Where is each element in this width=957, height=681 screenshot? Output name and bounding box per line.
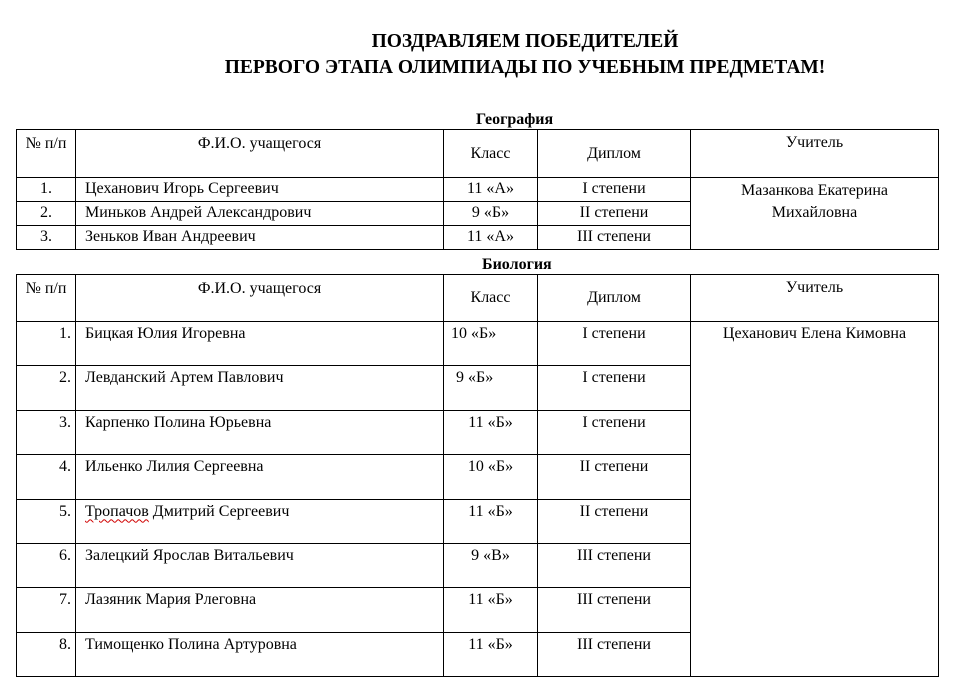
row-name: Тимощенко Полина Артуровна xyxy=(76,632,444,676)
row-diploma: III степени xyxy=(538,543,691,587)
row-num: 4. xyxy=(17,455,76,499)
subject-biology-title: Биология xyxy=(482,256,552,273)
heading-line-1: ПОЗДРАВЛЯЕМ ПОБЕДИТЕЛЕЙ xyxy=(371,31,679,52)
table-header-row xyxy=(17,275,939,322)
header-teacher: Учитель xyxy=(691,130,939,178)
row-class: 11 «Б» xyxy=(444,410,538,454)
row-diploma: III степени xyxy=(538,632,691,676)
row-class: 10 «Б» xyxy=(444,322,538,366)
row-name xyxy=(76,499,444,543)
row-num: 2. xyxy=(17,202,76,226)
header-name: Ф.И.О. учащегося xyxy=(76,130,444,178)
row-diploma: I степени xyxy=(538,178,691,202)
row-name: Карпенко Полина Юрьевна xyxy=(76,410,444,454)
header-diploma: Диплом xyxy=(538,130,691,178)
row-name: Цеханович Игорь Сергеевич xyxy=(76,178,444,202)
row-diploma: I степени xyxy=(538,410,691,454)
row-name: Зеньков Иван Андреевич xyxy=(76,226,444,250)
spellcheck-flagged-word: Тропачов xyxy=(85,502,149,520)
row-teacher: Цеханович Елена Кимовна xyxy=(691,322,939,677)
header-class: Класс xyxy=(444,130,538,178)
row-class: 11 «А» xyxy=(444,226,538,250)
header-num: № п/п xyxy=(17,275,76,322)
header-name: Ф.И.О. учащегося xyxy=(76,275,444,322)
heading-line-2: ПЕРВОГО ЭТАПА ОЛИМПИАДЫ ПО УЧЕБНЫМ ПРЕДМЕТАМ! xyxy=(224,57,826,78)
row-num: 5. xyxy=(17,499,76,543)
row-num: 6. xyxy=(17,543,76,587)
row-class: 11 «А» xyxy=(444,178,538,202)
row-num: 2. xyxy=(17,366,76,410)
row-class: 11 «Б» xyxy=(444,632,538,676)
row-diploma: II степени xyxy=(538,499,691,543)
row-diploma: I степени xyxy=(538,366,691,410)
row-name: Лазяник Мария Рлеговна xyxy=(76,588,444,632)
header-diploma: Диплом xyxy=(538,275,691,322)
table-row xyxy=(17,322,939,366)
row-num: 7. xyxy=(17,588,76,632)
row-class: 9 «Б» xyxy=(444,366,538,410)
row-class: 9 «Б» xyxy=(444,202,538,226)
row-name: Миньков Андрей Александрович xyxy=(76,202,444,226)
row-class: 10 «Б» xyxy=(444,455,538,499)
subject-geography-title: География xyxy=(476,111,554,128)
table-row xyxy=(17,178,939,202)
row-teacher: Мазанкова Екатерина Михайловна xyxy=(691,178,939,250)
row-name-rest: Дмитрий Сергеевич xyxy=(148,502,290,520)
geography-table xyxy=(16,129,939,250)
row-class: 11 «Б» xyxy=(444,499,538,543)
row-num: 3. xyxy=(17,226,76,250)
row-name: Левданский Артем Павлович xyxy=(76,366,444,410)
row-num: 8. xyxy=(17,632,76,676)
row-num: 1. xyxy=(17,178,76,202)
row-name: Бицкая Юлия Игоревна xyxy=(76,322,444,366)
row-diploma: I степени xyxy=(538,322,691,366)
row-diploma: II степени xyxy=(538,202,691,226)
row-name: Ильенко Лилия Сергеевна xyxy=(76,455,444,499)
table-header-row xyxy=(17,130,939,178)
header-num: № п/п xyxy=(17,130,76,178)
row-diploma: II степени xyxy=(538,455,691,499)
row-num: 3. xyxy=(17,410,76,454)
row-diploma: III степени xyxy=(538,588,691,632)
row-name: Залецкий Ярослав Витальевич xyxy=(76,543,444,587)
row-num: 1. xyxy=(17,322,76,366)
header-teacher: Учитель xyxy=(691,275,939,322)
row-class: 11 «Б» xyxy=(444,588,538,632)
biology-table xyxy=(16,274,939,677)
header-class: Класс xyxy=(444,275,538,322)
row-diploma: III степени xyxy=(538,226,691,250)
row-class: 9 «В» xyxy=(444,543,538,587)
